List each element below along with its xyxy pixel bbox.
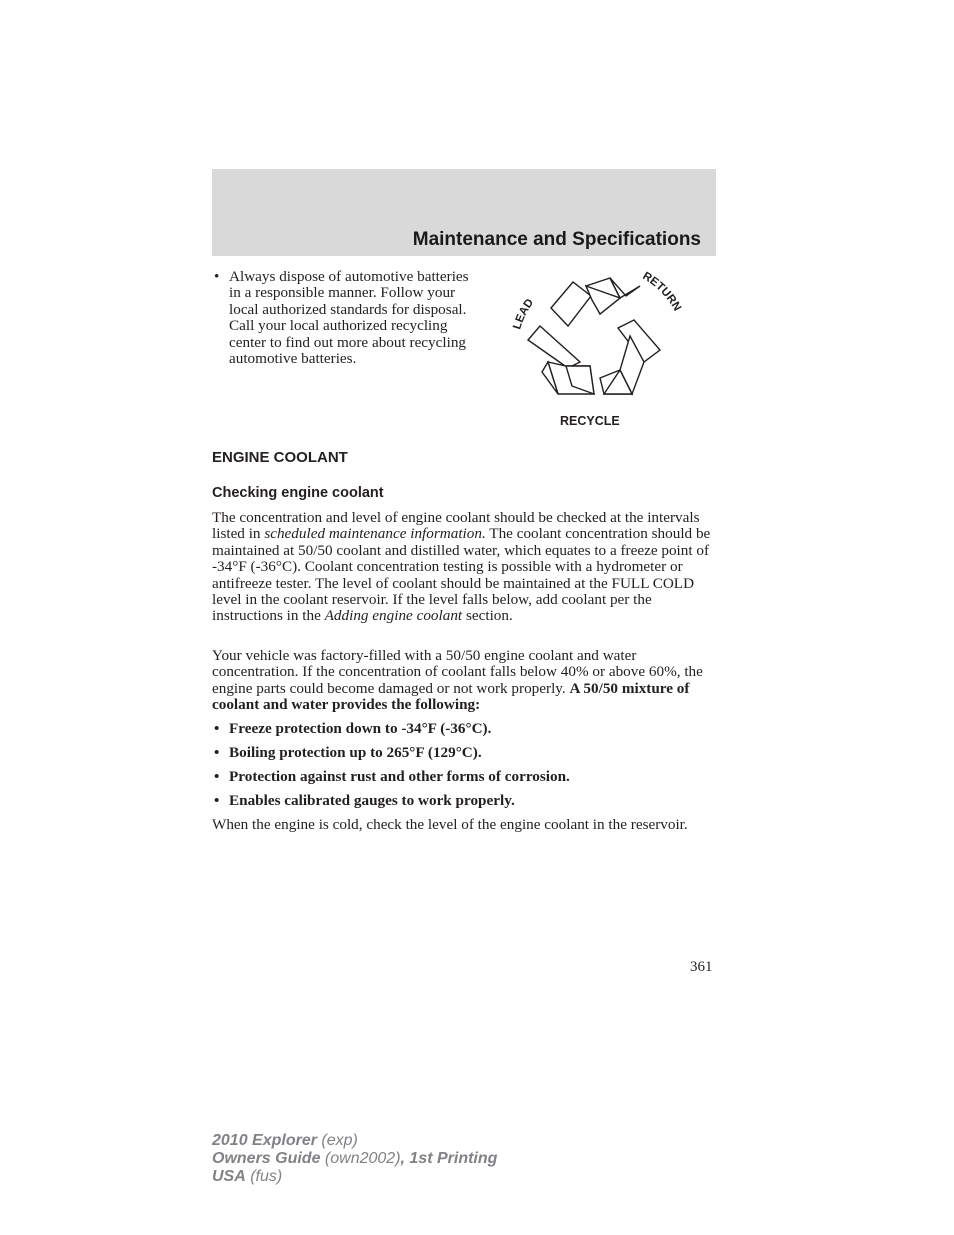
footer-line bbox=[212, 1150, 497, 1168]
page-number: 361 bbox=[690, 959, 713, 975]
list-item bbox=[212, 745, 716, 761]
benefits-list bbox=[212, 721, 716, 817]
section-heading: ENGINE COOLANT bbox=[212, 449, 348, 466]
footer-text: (exp) bbox=[316, 1132, 358, 1149]
list-item-text: Protection against rust and other forms of corrosion. bbox=[229, 768, 570, 785]
list-item bbox=[212, 721, 716, 737]
list-item bbox=[212, 793, 716, 809]
bullet-icon: • bbox=[214, 268, 220, 285]
return-label: RETURN bbox=[640, 270, 684, 314]
bullet-icon: • bbox=[214, 720, 220, 737]
footer-text: 2010 Explorer bbox=[212, 1132, 317, 1149]
recycle-symbol bbox=[508, 270, 688, 432]
coolant-check-paragraph bbox=[212, 510, 716, 625]
footer-text: USA bbox=[212, 1168, 246, 1185]
bullet-icon: • bbox=[214, 744, 220, 761]
footer bbox=[212, 1132, 497, 1186]
sub-heading: Checking engine coolant bbox=[212, 485, 384, 501]
list-item-text: Always dispose of automotive batteries in a responsible manner. Follow your local authorized standards for disposal. Call your local authorized recycling center to find out more about recycling automotive batteries. bbox=[229, 268, 469, 368]
list-item bbox=[212, 269, 472, 367]
section-reference: Adding engine coolant bbox=[324, 607, 463, 625]
maintenance-reference: scheduled maintenance information. bbox=[264, 525, 486, 543]
recycle-icon bbox=[508, 270, 688, 432]
bullet-icon: • bbox=[214, 792, 220, 809]
footer-text: (own2002) bbox=[320, 1150, 401, 1167]
list-item-text: Boiling protection up to 265°F (129°C). bbox=[229, 744, 482, 761]
cold-engine-paragraph: When the engine is cold, check the level of the engine coolant in the reservoir. bbox=[212, 816, 688, 833]
text-run: Your vehicle was factory-filled with a 50/50 engine coolant and water concentration. If the concentration of coolant falls below 40% or above 60%, the engine parts could become damaged or not work properly. bbox=[212, 647, 703, 697]
list-item-text: Freeze protection down to -34°F (-36°C). bbox=[229, 720, 492, 737]
footer-line bbox=[212, 1168, 497, 1186]
emphasis-text: A 50/50 mixture of coolant and water provides the following: bbox=[212, 679, 690, 714]
footer-text: Owners Guide bbox=[212, 1150, 321, 1167]
lead-label: LEAD bbox=[511, 296, 537, 331]
list-item-text: Enables calibrated gauges to work properly. bbox=[229, 792, 515, 809]
footer-text: (fus) bbox=[245, 1168, 283, 1185]
text-run: The coolant concentration should be maintained at 50/50 coolant and distilled water, which equates to a freeze point of -34°F (-36°C). Coolant concentration testing is possible with a hydrometer or antifreeze tester. The level of coolant should be maintained at the FULL COLD level in the coolant reservoir. If the level falls below, add coolant per the instructions in the bbox=[212, 525, 711, 625]
footer-text: , 1st Printing bbox=[400, 1150, 498, 1167]
text-run: section. bbox=[462, 607, 513, 625]
text-run: The concentration and level of engine coolant should be checked at the intervals listed in bbox=[212, 509, 700, 543]
recycle-label: RECYCLE bbox=[560, 414, 620, 428]
page-title: Maintenance and Specifications bbox=[412, 229, 701, 250]
bullet-icon: • bbox=[214, 768, 220, 785]
battery-disposal-list bbox=[212, 269, 472, 367]
factory-fill-paragraph bbox=[212, 648, 716, 714]
list-item bbox=[212, 769, 716, 785]
footer-line bbox=[212, 1132, 497, 1150]
section-header-band bbox=[212, 169, 716, 256]
